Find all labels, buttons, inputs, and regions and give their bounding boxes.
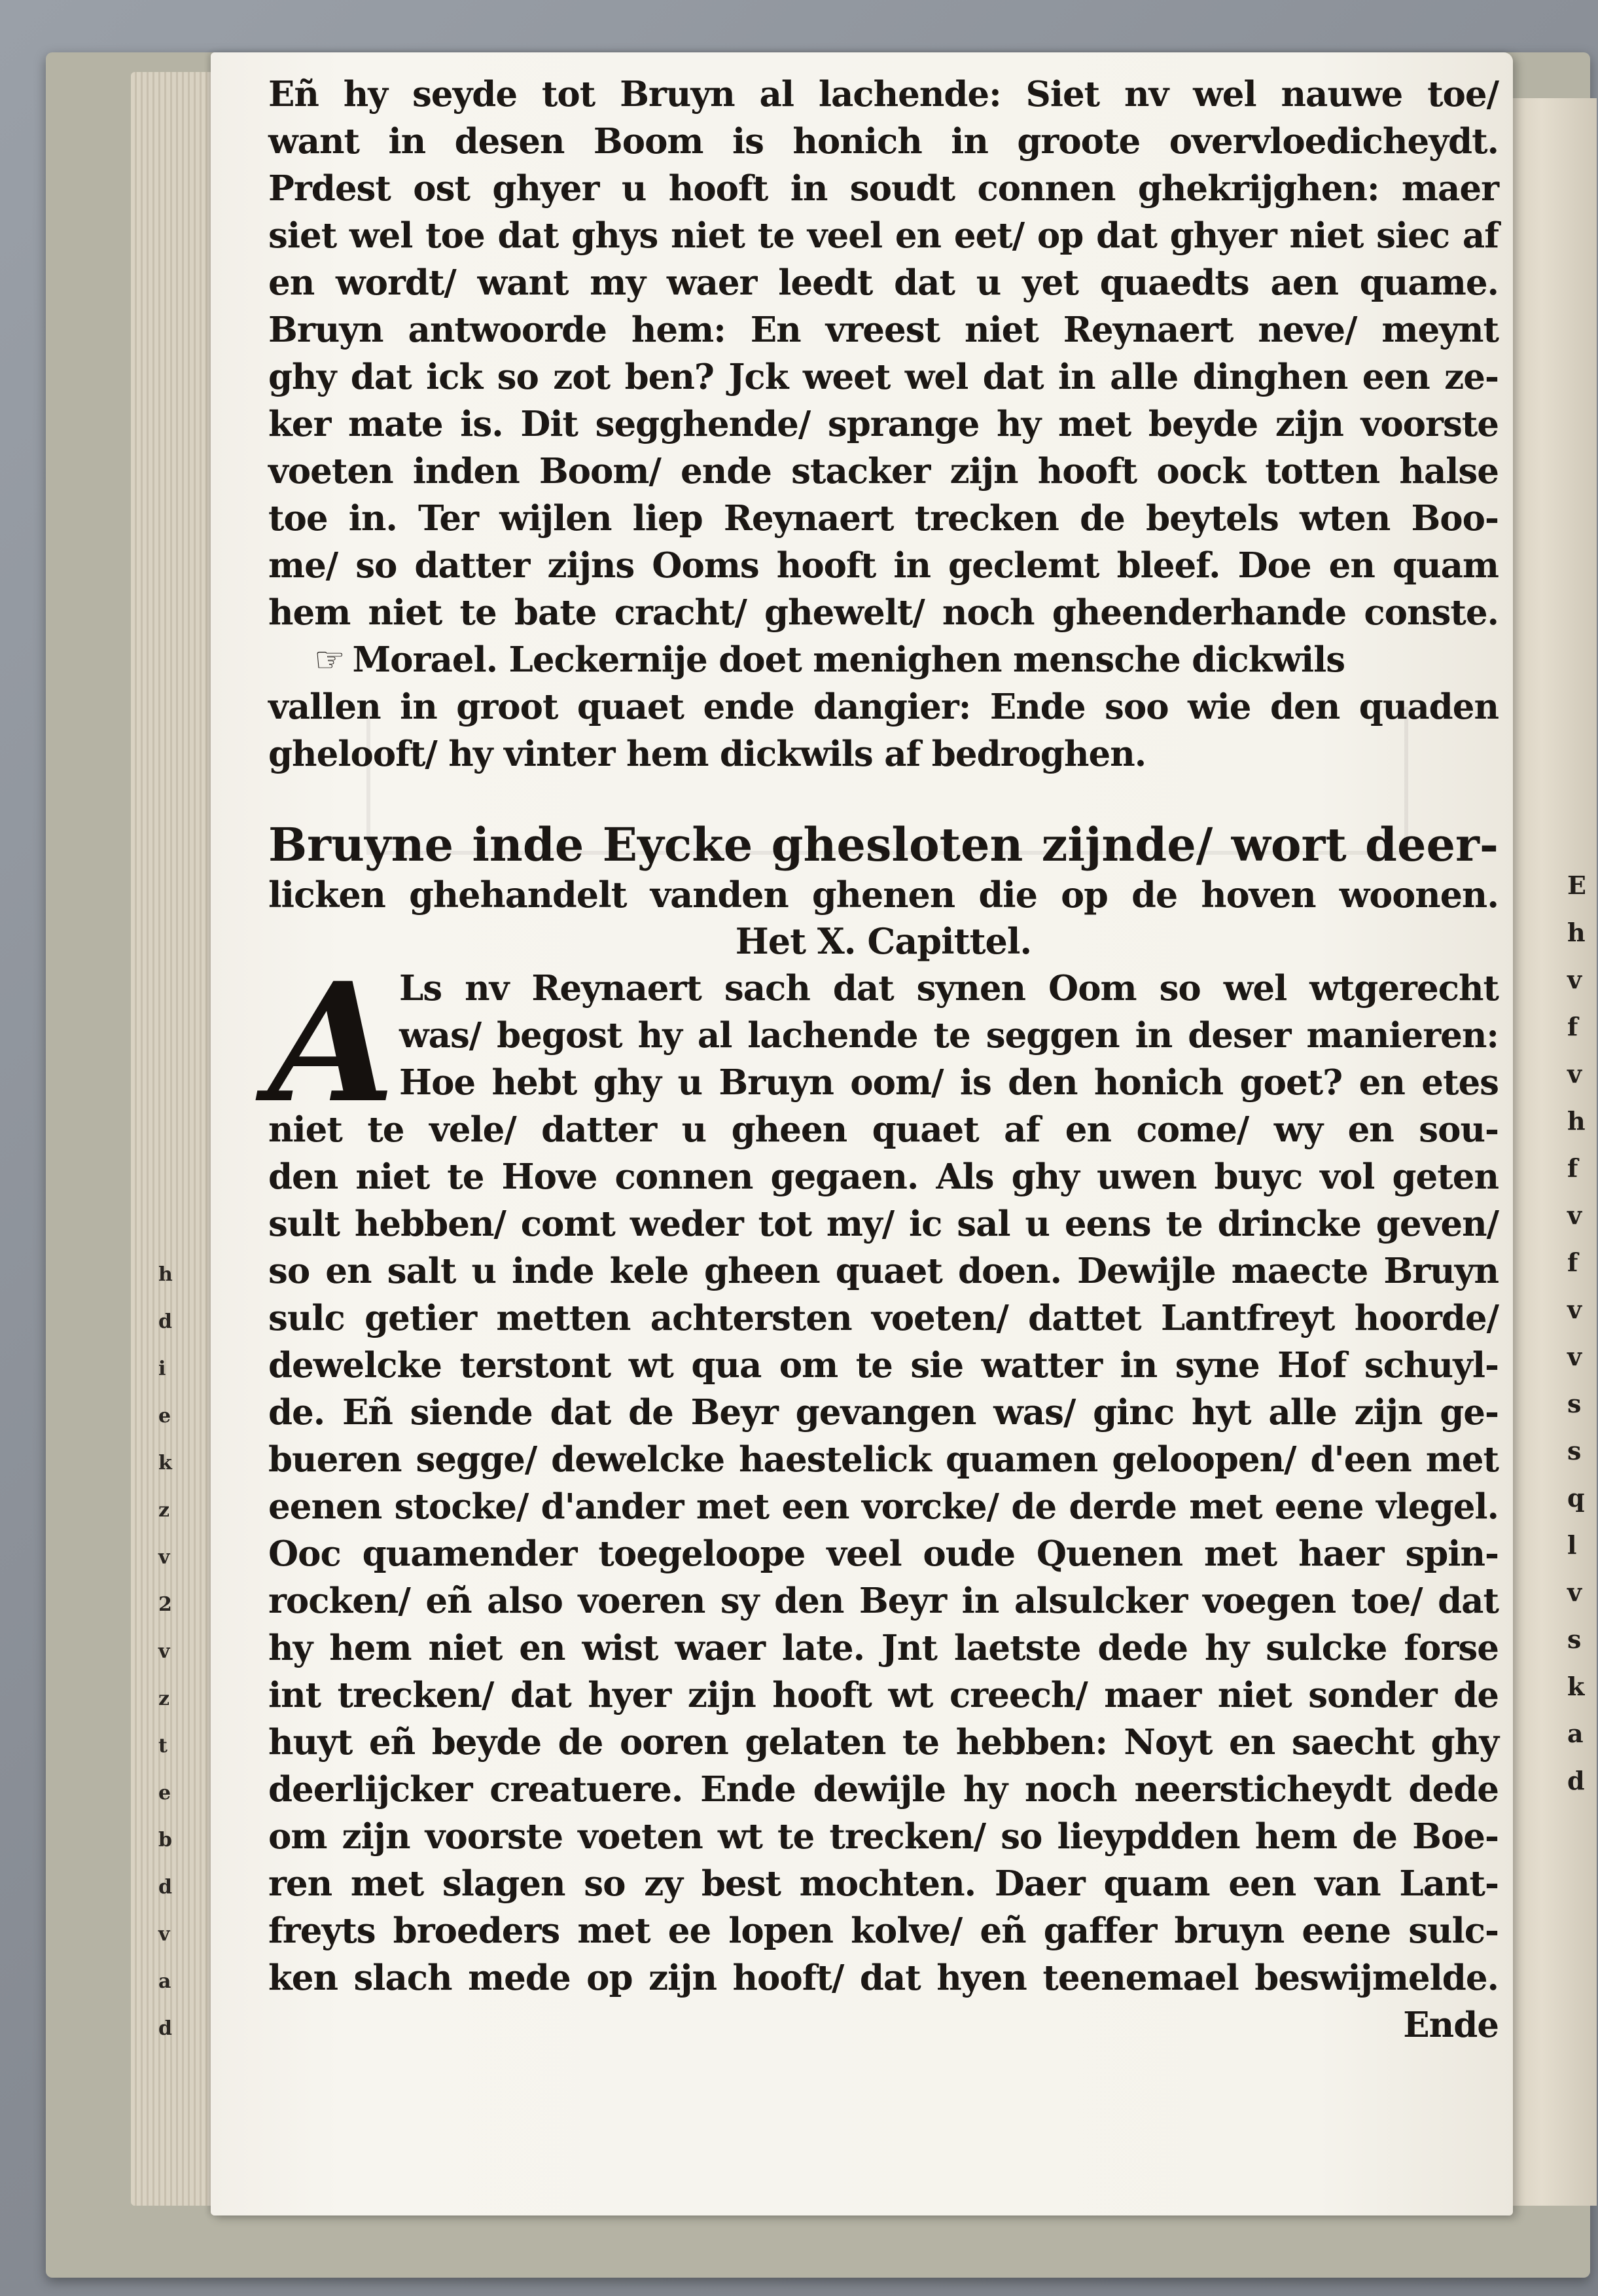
text-line: rocken/ eñ also voeren sy den Beyr in alsulcker voegen toe/ dat: [268, 1581, 1499, 1621]
stub-letter: l: [1567, 1530, 1577, 1560]
text-line: hy hem niet en wist waer late. Jnt laetste dede hy sulcke forse: [268, 1628, 1499, 1668]
text-line: bueren segge/ dewelcke haestelick quamen geloopen/ d'een met: [268, 1439, 1499, 1480]
drop-initial: A: [268, 946, 395, 1139]
text-line: so en salt u inde kele gheen quaet doen. Dewijle maecte Bruyn: [268, 1251, 1499, 1291]
text-line: ren met slagen so zy best mochten. Daer quam een van Lant-: [268, 1863, 1499, 1904]
text-line: dewelcke terstont wt qua om te sie watter in syne Hof schuyl-: [268, 1345, 1499, 1386]
facing-page-letters: [1567, 870, 1598, 1795]
stub-letter: v: [158, 1546, 170, 1569]
stub-letter: v: [1567, 1059, 1582, 1088]
stub-letter: v: [1567, 1577, 1582, 1607]
text-line: freyts broeders met ee lopen kolve/ eñ gaffer bruyn eene sulc-: [268, 1910, 1499, 1951]
stub-letter: h: [1567, 1106, 1586, 1136]
text-line: sult hebben/ comt weder tot my/ ic sal u eens te drincke geven/: [268, 1204, 1499, 1244]
stub-letter: s: [1567, 1624, 1582, 1654]
page-text: [268, 71, 1499, 2049]
stub-letter: t: [158, 1734, 168, 1757]
text-line: was/ begost hy al lachende te seggen in deser manieren:: [399, 1015, 1499, 1056]
stub-letter: v: [1567, 1342, 1582, 1371]
text-line: toe in. Ter wijlen liep Reynaert trecken de beytels wten Boo-: [268, 498, 1499, 539]
stub-letter: v: [1567, 1200, 1582, 1230]
stub-letter: h: [1567, 918, 1586, 947]
moral-line: vallen in groot quaet ende dangier: Ende soo wie den quaden: [268, 687, 1499, 727]
chapter-title: Bruyne inde Eycke ghesloten zijnde/ wort deer-: [268, 817, 1499, 872]
text-line: Ooc quamender toegeloope veel oude Quenen met haer spin-: [268, 1534, 1499, 1574]
stub-letter: q: [1567, 1483, 1585, 1513]
stub-letter: a: [1567, 1719, 1584, 1748]
stub-letter: z: [158, 1687, 170, 1710]
moral-line: ghelooft/ hy vinter hem dickwils af bedroghen.: [268, 734, 1146, 774]
text-line: ken slach mede op zijn hooft/ dat hyen teenemael beswijmelde.: [268, 1958, 1499, 1998]
catchword: Ende: [1403, 2005, 1499, 2045]
stub-letter: k: [158, 1452, 172, 1475]
text-line: den niet te Hove connen gegaen. Als ghy uwen buyc vol geten: [268, 1157, 1499, 1197]
stub-letter: v: [1567, 1295, 1582, 1324]
text-line: voeten inden Boom/ ende stacker zijn hooft oock totten halse: [268, 451, 1499, 492]
text-line: Hoe hebt ghy u Bruyn oom/ is den honich goet? en etes: [399, 1062, 1499, 1103]
text-line: siet wel toe dat ghys niet te veel en eet/ op dat ghyer niet siec af: [268, 215, 1499, 256]
stub-letter: b: [158, 1829, 172, 1852]
text-line: niet te vele/ datter u gheen quaet af en come/ wy en sou-: [268, 1109, 1499, 1150]
stub-letter: v: [158, 1923, 170, 1946]
text-line: en wordt/ want my waer leedt dat u yet quaedts aen quame.: [268, 262, 1499, 303]
text-line: ghy dat ick so zot ben? Jck weet wel dat in alle dinghen een ze-: [268, 357, 1499, 397]
stub-letter: s: [1567, 1436, 1582, 1465]
pointing-hand-icon: ☞: [314, 640, 345, 680]
moral-line: [268, 636, 1499, 683]
stub-letter: f: [1567, 1247, 1578, 1277]
stub-letter: k: [1567, 1672, 1585, 1701]
text-line: eenen stocke/ d'ander met een vorcke/ de derde met eene vlegel.: [268, 1486, 1499, 1527]
text-line: deerlijcker creatuere. Ende dewijle hy noch neersticheydt dede: [268, 1769, 1499, 1810]
text-line: sulc getier metten achtersten voeten/ dattet Lantfreyt hoorde/: [268, 1298, 1499, 1338]
stub-letter: i: [158, 1357, 166, 1380]
text-line: ker mate is. Dit segghende/ sprange hy met beyde zijn voorste: [268, 404, 1499, 444]
stub-letter: h: [158, 1263, 173, 1286]
text-line: int trecken/ dat hyer zijn hooft wt creech/ maer niet sonder de: [268, 1675, 1499, 1715]
stub-letter: f: [1567, 1012, 1578, 1041]
stub-letter: f: [1567, 1153, 1578, 1183]
chapter-title-continued: licken ghehandelt vanden ghenen die op de hoven woonen.: [268, 874, 1499, 916]
left-page-letters: [151, 164, 196, 2062]
stub-letter: e: [158, 1782, 171, 1804]
stub-letter: v: [158, 1640, 170, 1663]
text-line: want in desen Boom is honich in groote overvloedicheydt.: [268, 121, 1499, 162]
moral-text: Morael. Leckernije doet menighen mensche dickwils: [352, 639, 1345, 680]
stub-letter: v: [1567, 965, 1582, 994]
paragraph-1: [268, 71, 1499, 636]
text-line: hem niet te bate cracht/ ghewelt/ noch gheenderhande conste.: [268, 592, 1499, 633]
stub-letter: 2: [158, 1593, 172, 1616]
stub-letter: z: [158, 1499, 170, 1522]
stub-letter: s: [1567, 1389, 1582, 1418]
text-line: Ls nv Reynaert sach dat synen Oom so wel wtgerecht: [399, 968, 1499, 1009]
text-line: de. Eñ siende dat de Beyr gevangen was/ ginc hyt alle zijn ge-: [268, 1392, 1499, 1433]
text-line: Prdest ost ghyer u hooft in soudt connen ghekrijghen: maer: [268, 168, 1499, 209]
text-line: huyt eñ beyde de ooren gelaten te hebben: Noyt en saecht ghy: [268, 1722, 1499, 1763]
paragraph-2-indented: [268, 965, 1499, 1106]
stub-letter: d: [1567, 1766, 1585, 1795]
stub-letter: E: [1567, 870, 1586, 900]
text-line: Eñ hy seyde tot Bruyn al lachende: Siet nv wel nauwe toe/: [268, 74, 1499, 115]
text-line: me/ so datter zijns Ooms hooft in geclemt bleef. Doe en quam: [268, 545, 1499, 586]
stub-letter: d: [158, 2017, 172, 2040]
stub-letter: e: [158, 1405, 171, 1427]
text-line: Bruyn antwoorde hem: En vreest niet Reynaert neve/ meynt: [268, 310, 1499, 350]
paragraph-2: [268, 1106, 1499, 2001]
stub-letter: d: [158, 1876, 172, 1899]
text-line: om zijn voorste voeten wt te trecken/ so lieypdden hem de Boe-: [268, 1816, 1499, 1857]
stub-letter: a: [158, 1970, 171, 1993]
stub-letter: d: [158, 1310, 172, 1333]
chapter-number: Het X. Capittel.: [735, 920, 1032, 962]
